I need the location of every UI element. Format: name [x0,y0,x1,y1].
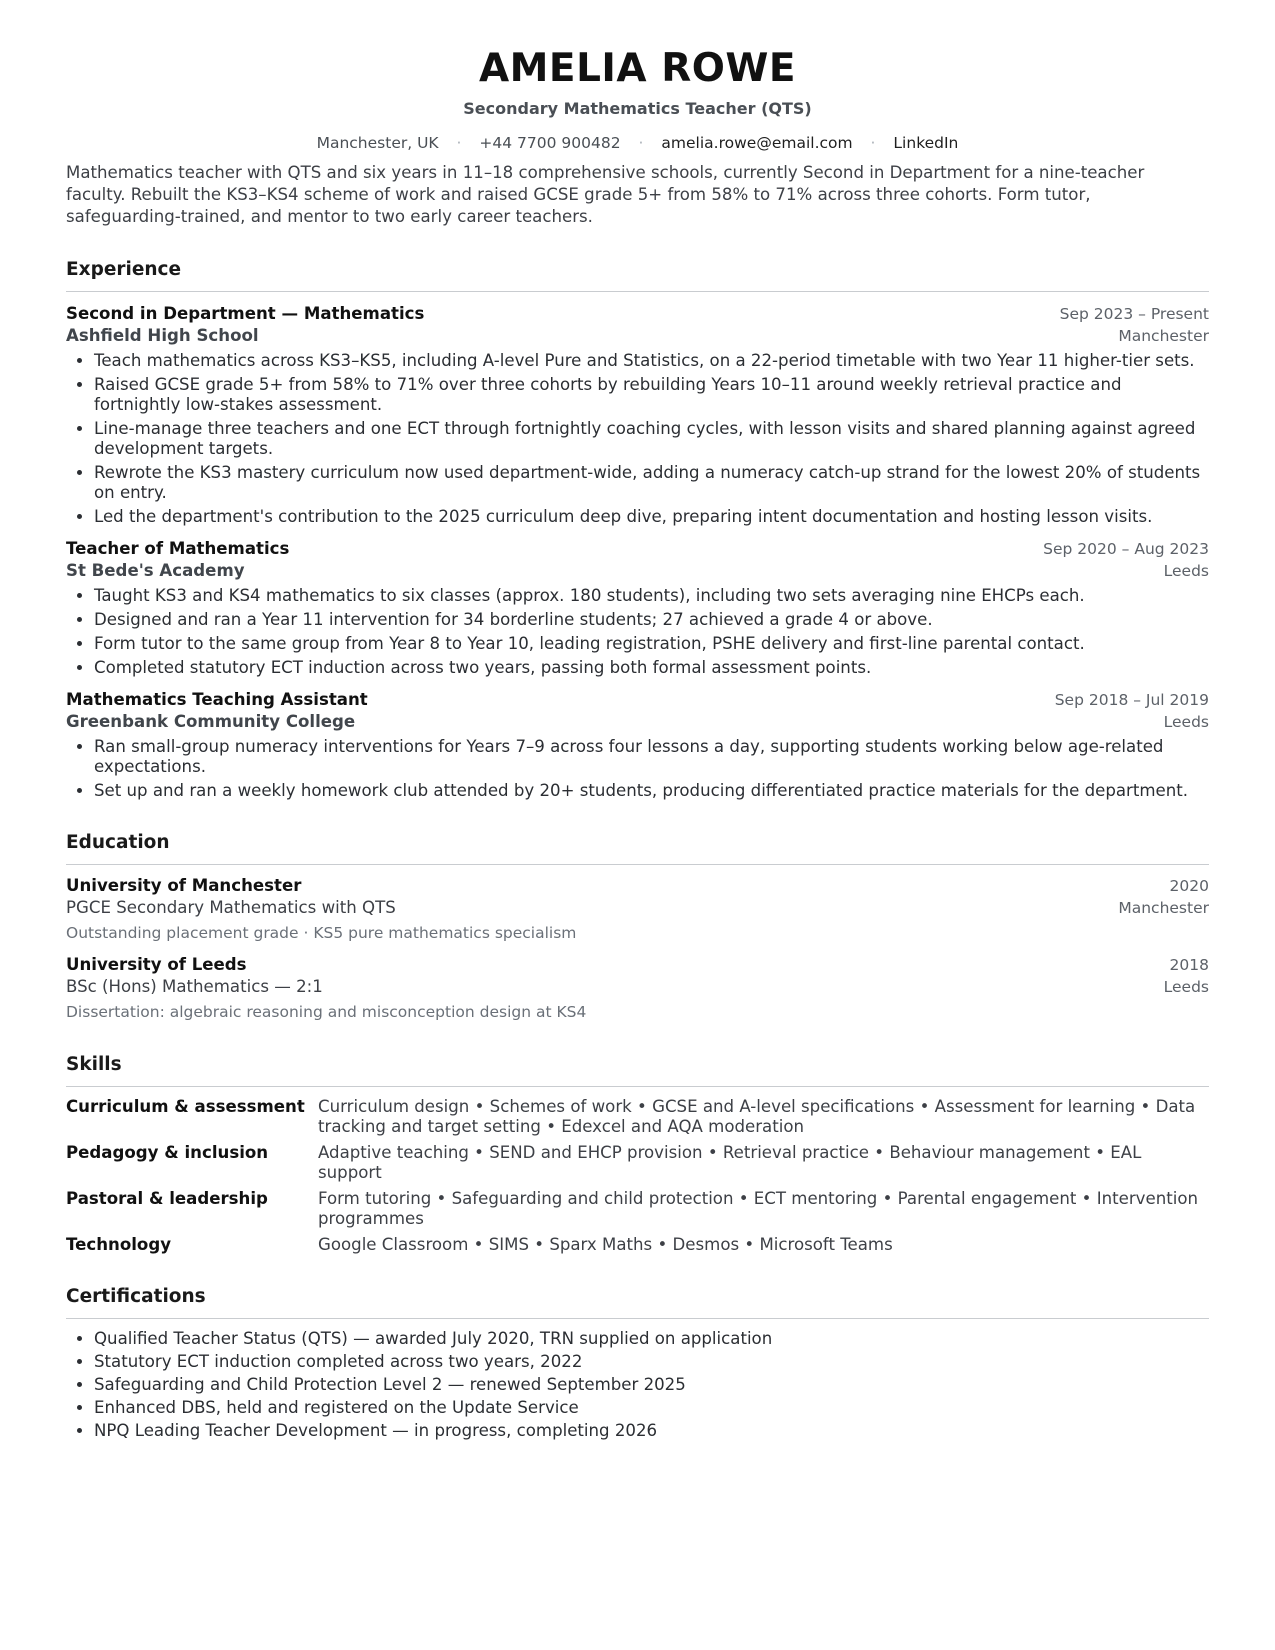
job-bullet: • Ran small-group numeracy interventions for Years 7–9 across four lessons a day, supporting students working below age-related expectations. [94,737,1209,777]
section-title: Certifications [66,1283,1209,1319]
job-bullet: • Completed statutory ECT induction across two years, passing both formal assessment points. [94,658,1209,678]
job-bullet: • Designed and ran a Year 11 intervention for 34 borderline students; 27 achieved a grade 4 or above. [94,610,1209,630]
certification-item: • NPQ Leading Teacher Development — in progress, completing 2026 [94,1421,1209,1441]
job-entry [66,538,1209,678]
certification-item: • Safeguarding and Child Protection Level 2 — renewed September 2025 [94,1375,1209,1395]
contact-phone: +44 7700 900482 [479,134,621,152]
education-note: Outstanding placement grade · KS5 pure mathematics specialism [66,924,577,942]
job-organization: St Bede's Academy [66,561,245,580]
job-bullets [66,737,1209,801]
skill-row [66,1143,1209,1183]
job-dates: Sep 2018 – Jul 2019 [1054,691,1209,709]
contact-email-link[interactable]: amelia.rowe@email.com [661,134,853,152]
education-year: 2020 [1169,877,1209,895]
skill-row [66,1235,1209,1255]
certification-item: • Enhanced DBS, held and registered on the Update Service [94,1398,1209,1418]
education-institution: University of Manchester [66,876,302,895]
job-dates: Sep 2020 – Aug 2023 [1043,540,1209,558]
contact-separator: · [456,134,462,152]
skill-list: Adaptive teaching • SEND and EHCP provision • Retrieval practice • Behaviour management • EAL support [318,1143,1142,1182]
education-section [66,829,1209,1023]
professional-summary: Mathematics teacher with QTS and six years in 11–18 comprehensive schools, currently Second in Department for a nine-teacher faculty. Rebuilt the KS3–KS4 scheme of work and raised GCSE grade 5+ from 58% to 71% across three cohorts. Form tutor, safeguarding-trained, and mentor to two early career teachers. [66,163,1145,226]
job-role: Mathematics Teaching Assistant [66,690,368,709]
job-entry [66,303,1209,527]
certification-list [66,1329,1209,1441]
skill-list: Form tutoring • Safeguarding and child protection • ECT mentoring • Parental engagement • Intervention programmes [318,1189,1199,1228]
experience-section [66,256,1209,801]
skill-list: Curriculum design • Schemes of work • GCSE and A-level specifications • Assessment for learning • Data tracking and target setting • Edexcel and AQA moderation [318,1097,1196,1136]
job-bullet: • Set up and ran a weekly homework club attended by 20+ students, producing differentiated practice materials for the department. [94,781,1209,801]
job-bullet: • Raised GCSE grade 5+ from 58% to 71% over three cohorts by rebuilding Years 10–11 around weekly retrieval practice and fortnightly low-stakes assessment. [94,375,1209,415]
section-title: Experience [66,256,1209,292]
job-bullets [66,586,1209,678]
certifications-section [66,1283,1209,1441]
job-bullet: • Line-manage three teachers and one ECT through fortnightly coaching cycles, with lesson visits and shared planning against agreed development targets. [94,419,1209,459]
contact-location: Manchester, UK [316,134,439,152]
job-bullet: • Teach mathematics across KS3–KS5, including A-level Pure and Statistics, on a 22-period timetable with two Year 11 higher-tier sets. [94,351,1209,371]
job-location: Leeds [1163,713,1209,731]
job-organization: Ashfield High School [66,326,259,345]
job-entry [66,689,1209,801]
skill-category: Curriculum & assessment [66,1097,305,1116]
education-year: 2018 [1169,956,1209,974]
skills-section [66,1051,1209,1255]
contact-separator: · [638,134,644,152]
candidate-name: AMELIA ROWE [478,46,797,91]
job-bullet: • Led the department's contribution to the 2025 curriculum deep dive, preparing intent documentation and hosting lesson visits. [94,507,1209,527]
education-entry [66,875,1209,944]
skill-category: Technology [66,1235,172,1254]
education-location: Manchester [1118,899,1209,917]
section-title: Education [66,829,1209,865]
job-role: Teacher of Mathematics [66,539,290,558]
job-bullet: • Rewrote the KS3 mastery curriculum now used department-wide, adding a numeracy catch-up strand for the lowest 20% of students on entry. [94,463,1209,503]
education-location: Leeds [1163,978,1209,996]
candidate-headline: Secondary Mathematics Teacher (QTS) [463,99,812,118]
job-location: Leeds [1163,562,1209,580]
skill-list: Google Classroom • SIMS • Sparx Maths • Desmos • Microsoft Teams [318,1235,893,1254]
education-institution: University of Leeds [66,955,247,974]
education-degree: BSc (Hons) Mathematics — 2:1 [66,977,323,996]
resume-header [66,40,1209,154]
job-bullet: • Form tutor to the same group from Year 8 to Year 10, leading registration, PSHE delivery and first-line parental contact. [94,634,1209,654]
job-role: Second in Department — Mathematics [66,304,425,323]
skills-table [66,1097,1209,1255]
education-degree: PGCE Secondary Mathematics with QTS [66,898,396,917]
certification-item: • Statutory ECT induction completed across two years, 2022 [94,1352,1209,1372]
job-bullet: • Taught KS3 and KS4 mathematics to six classes (approx. 180 students), including two sets averaging nine EHCPs each. [94,586,1209,606]
job-organization: Greenbank Community College [66,712,356,731]
job-bullets [66,351,1209,527]
contact-line [66,132,1209,154]
certification-item: • Qualified Teacher Status (QTS) — awarded July 2020, TRN supplied on application [94,1329,1209,1349]
education-entry [66,954,1209,1023]
section-title: Skills [66,1051,1209,1087]
skill-category: Pedagogy & inclusion [66,1143,269,1162]
skill-row [66,1097,1209,1137]
job-location: Manchester [1118,327,1209,345]
contact-separator: · [870,134,876,152]
skill-category: Pastoral & leadership [66,1189,268,1208]
linkedin-link[interactable]: LinkedIn [893,134,959,152]
education-note: Dissertation: algebraic reasoning and misconception design at KS4 [66,1003,587,1021]
skill-row [66,1189,1209,1229]
job-dates: Sep 2023 – Present [1059,305,1209,323]
